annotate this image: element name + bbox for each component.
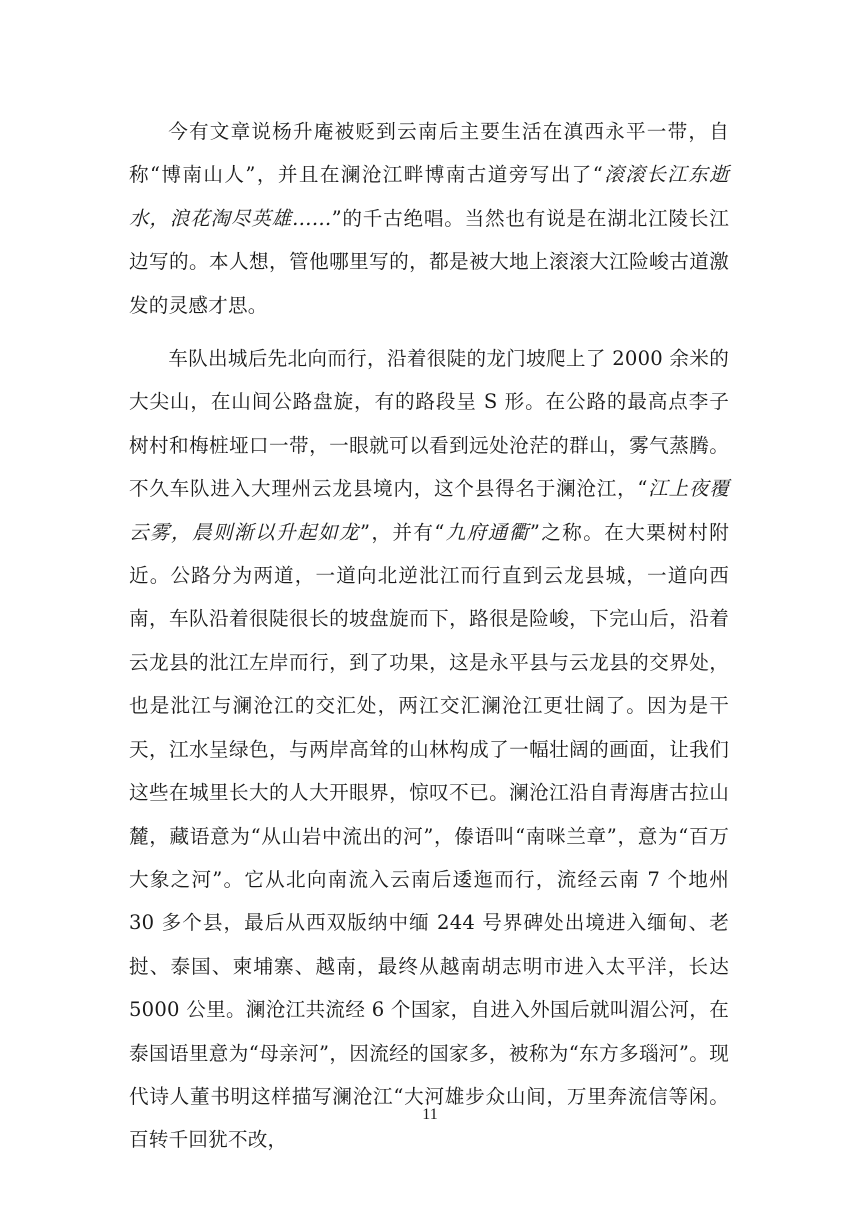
body-text <box>129 110 729 1162</box>
page-number: 11 <box>422 1106 438 1123</box>
paragraph-2-text: 车队出城后先北向而行，沿着很陡的龙门坡爬上了 2000 余米的大尖山，在山间公路盘旋，有的路段呈 S 形。在公路的最高点李子树村和梅桩垭口一带，一眼就可以看到远处沧茫的群山，雾气蒸腾。不久车队进入大理州云龙县境内，这个县得名于澜沧江，“ <box>129 347 729 501</box>
paragraph-2 <box>129 337 729 1162</box>
paragraph-2-text-cont-1: ”，并有“ <box>359 520 445 544</box>
quote-yunlong-origin: 江上夜覆云雾，晨则渐以升起如龙 <box>129 477 729 544</box>
paragraph-2-text-cont-2: ”之称。在大栗树村附近。公路分为两道，一道向北逆沘江而行直到云龙县城，一道向西南，车队沿着很陡很长的坡盘旋而下，路很是险峻，下完山后，沿着云龙县的沘江左岸而行，到了功果，这是永平县与云龙县的交界处，也是沘江与澜沧江的交汇处，两江交汇澜沧江更壮阔了。因为是干天，江水呈绿色，与两岸高耸的山林构成了一幅壮阔的画面，让我们这些在城里长大的人大开眼界，惊叹不已。澜沧江沿自青海唐古拉山麓，藏语意为“从山岩中流出的河”，傣语叫“南咪兰章”，意为“百万大象之河”。它从北向南流入云南后逶迤而行，流经云南 7 个地州 30 多个县，最后从西双版纳中缅 244 号界碑处出境进入缅甸、老挝、泰国、柬埔寨、越南，最终从越南胡志明市进入太平洋，长达 5000 公里。澜沧江共流经 6 个国家，自进入外国后就叫湄公河，在泰国语里意为“母亲河”，因流经的国家多，被称为“东方多瑙河”。现代诗人董书明这样描写澜沧江“大河雄步众山间，万里奔流信等闲。百转千回犹不改， <box>129 520 729 1152</box>
paragraph-1 <box>129 110 729 327</box>
paragraph-1-text: 今有文章说杨升庵被贬到云南后主要生活在滇西永平一带，自称“博南山人”，并且在澜沧江畔博南古道旁写出了“ <box>129 120 729 187</box>
quote-jiufu-tongqu: 九府通衢 <box>444 520 530 544</box>
poem-quote-yang-shen: 滚滚长江东逝水，浪花淘尽英雄…… <box>129 163 730 230</box>
paragraph-1-text-cont: ”的千古绝唱。当然也有说是在湖北江陵长江边写的。本人想，管他哪里写的，都是被大地上滚滚大江险峻古道激发的灵感才思。 <box>129 206 729 317</box>
